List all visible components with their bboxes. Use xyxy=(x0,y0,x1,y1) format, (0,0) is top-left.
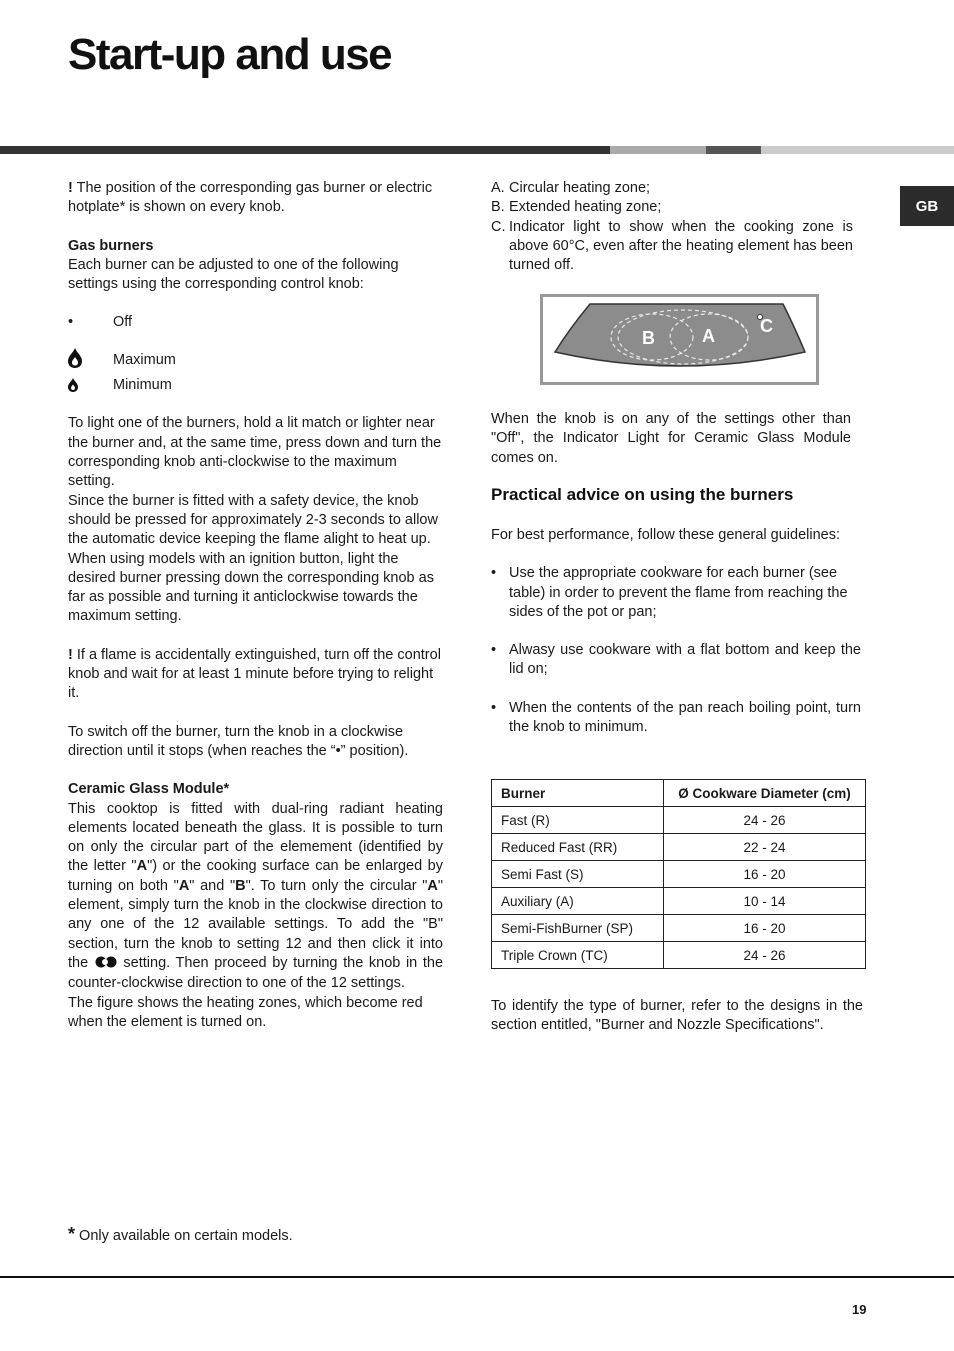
gas-burners-heading: Gas burners xyxy=(68,237,154,254)
list-item: • When the contents of the pan reach boiling point, turn the knob to minimum. xyxy=(491,699,861,736)
large-flame-icon xyxy=(68,348,113,374)
table-header: Burner xyxy=(492,780,664,807)
footer-rule xyxy=(0,1276,954,1278)
letter-b: B xyxy=(235,877,246,894)
para-safety: Since the burner is fitted with a safety device, the knob should be pressed for approximately 2-3 seconds to allow the automatic device keeping the flame alight to heat up. xyxy=(68,492,438,548)
table-row: Fast (R) 24 - 26 xyxy=(492,807,866,834)
letter-a: A xyxy=(136,858,148,875)
table-row: Triple Crown (TC) 24 - 26 xyxy=(492,942,866,969)
identify-para: To identify the type of burner, refer to the designs in the section entitled, "Burner and Nozzle Specifications". xyxy=(491,998,863,1034)
page-title: Start-up and use xyxy=(68,30,392,79)
table-header: Ø Cookware Diameter (cm) xyxy=(664,780,866,807)
cookware-table xyxy=(491,779,866,969)
setting-off: • Off xyxy=(68,313,443,332)
footnote: * Only available on certain models. xyxy=(68,1224,293,1244)
zone-item-b: B. Extended heating zone; xyxy=(491,199,662,216)
table-row: Reduced Fast (RR) 22 - 24 xyxy=(492,834,866,861)
ceramic-figure-note: The figure shows the heating zones, which become red when the element is turned on. xyxy=(68,994,423,1030)
zone-item-a: A. Circular heating zone; xyxy=(491,180,651,196)
letter-a: A xyxy=(427,877,438,894)
header-bar-light xyxy=(761,146,954,154)
warning-mark: ! xyxy=(68,646,73,663)
table-header-row xyxy=(492,780,866,807)
warning-mark: ! xyxy=(68,180,73,196)
setting-maximum: Maximum xyxy=(68,351,443,370)
indicator-para: When the knob is on any of the settings other than "Off", the Indicator Light for Ceramic Glass Module comes on. xyxy=(491,411,851,466)
dual-ring-icon xyxy=(94,955,118,974)
dot-icon: • xyxy=(68,314,74,331)
left-column xyxy=(68,179,443,1032)
para-light: To light one of the burners, hold a lit match or lighter near the burner and, at the same time, press down and turn the corresponding knob anti-clockwise to the maximum setting. xyxy=(68,415,442,490)
header-bar-mid xyxy=(610,146,706,154)
small-flame-icon xyxy=(68,374,113,398)
ceramic-para: This cooktop is fitted with dual-ring radiant heating elements located beneath the glass. It is possible to turn on only the circular part of the elemement (identified by the letter "A") or the cooking surface can be enlarged by turning on both "A" and "B". To turn only the circular "A" element, simply turn the knob in the clockwise direction to any one of the 12 available settings. To add the "B" section, turn the knob to setting 12 and then click it into the setting. Then proceed by turning the knob in the counter-clockwise direction to one of the 12 settings. xyxy=(68,800,444,992)
table-row: Semi Fast (S) 16 - 20 xyxy=(492,861,866,888)
advice-intro: For best performance, follow these general guidelines: xyxy=(491,527,840,543)
zone-item-c: C. Indicator light to show when the cooking zone is above 60°C, even after the heating element has been turned off. xyxy=(491,218,853,274)
diagram-label-c: C xyxy=(760,316,773,336)
note-position: ! The position of the corresponding gas burner or electric hotplate* is shown on every knob. xyxy=(68,180,433,216)
para-ignition: When using models with an ignition button, light the desired burner pressing down the corresponding knob as far as possible and turning it anticlockwise towards the maximum setting. xyxy=(68,550,434,625)
diagram-label-b: B xyxy=(642,328,655,348)
advice-heading: Practical advice on using the burners xyxy=(491,485,794,504)
note-extinguished: ! If a flame is accidentally extinguished, turn off the control knob and wait for at least 1 minute before trying to relight it. xyxy=(68,646,441,702)
advice-section xyxy=(491,526,861,737)
table-row: Semi-FishBurner (SP) 16 - 20 xyxy=(492,915,866,942)
language-tab: GB xyxy=(900,186,954,226)
ceramic-zone-diagram xyxy=(540,294,819,390)
asterisk-mark: * xyxy=(68,1224,76,1244)
table-row: Auxiliary (A) 10 - 14 xyxy=(492,888,866,915)
para-switch-off: To switch off the burner, turn the knob in a clockwise direction until it stops (when reaches the “•” position). xyxy=(68,723,409,759)
list-item: • Alwasy use cookware with a flat bottom and keep the lid on; xyxy=(491,642,861,678)
letter-a: A xyxy=(178,877,190,894)
zones-list xyxy=(491,179,853,275)
header-bar-dark-short xyxy=(706,146,761,154)
diagram-label-a: A xyxy=(702,326,715,346)
setting-minimum: Minimum xyxy=(68,376,443,395)
page-number: 19 xyxy=(852,1302,867,1317)
list-item: • Use the appropriate cookware for each burner (see table) in order to prevent the flame from reaching the sides of the pot or pan; xyxy=(491,565,848,620)
header-bar-dark xyxy=(0,146,610,154)
gas-intro: Each burner can be adjusted to one of the following settings using the corresponding control knob: xyxy=(68,256,399,293)
ceramic-heading: Ceramic Glass Module* xyxy=(68,781,230,798)
